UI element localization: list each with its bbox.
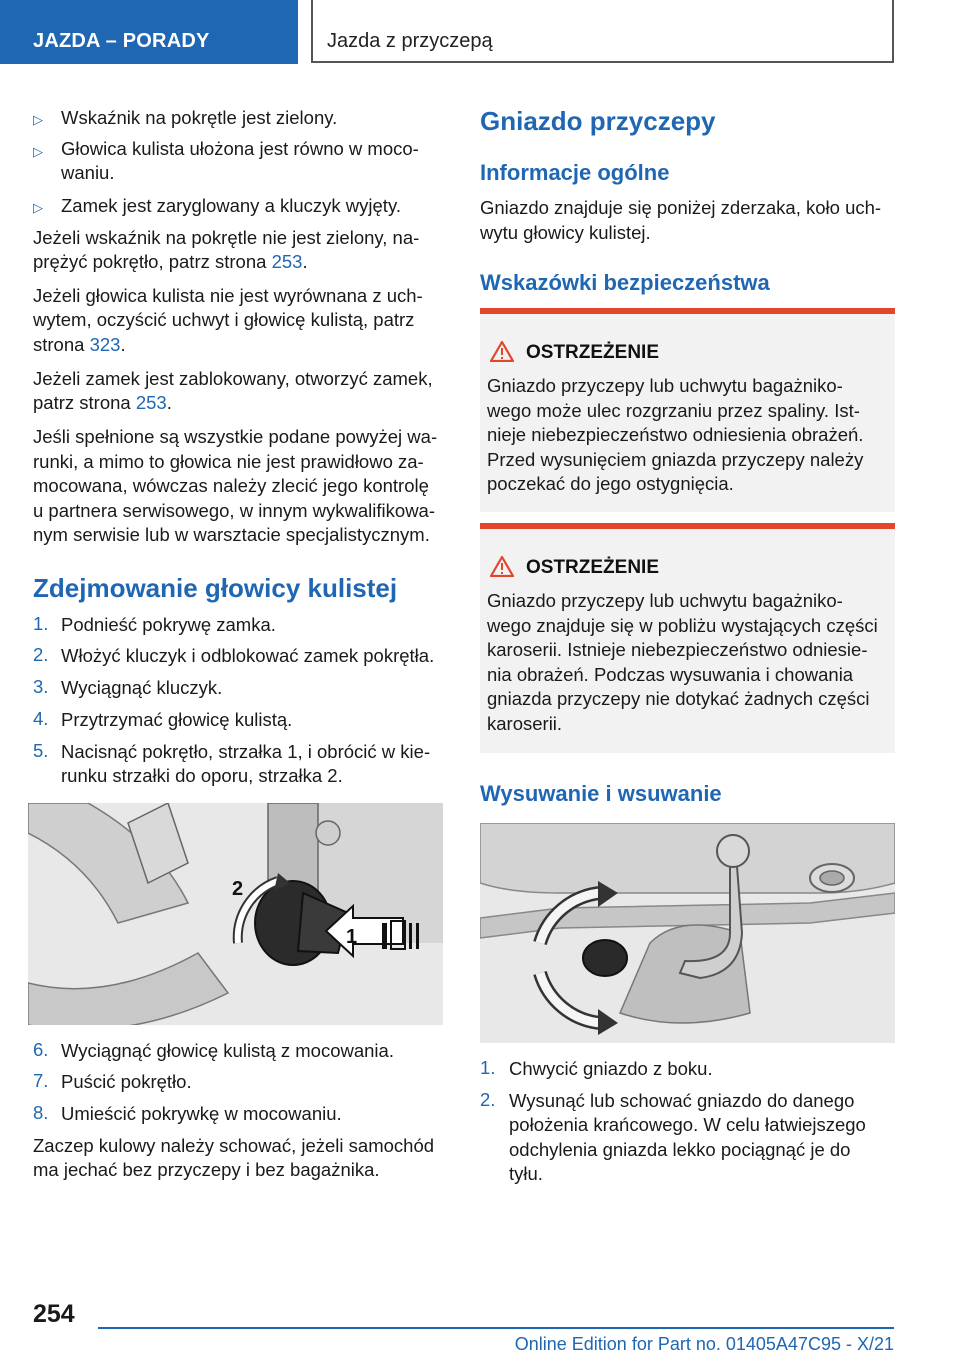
footer-divider: [98, 1327, 894, 1329]
section-title: JAZDA – PORADY: [33, 30, 210, 52]
ball-head-removal-figure: [28, 803, 443, 1025]
step-text: Umieścić pokrywkę w mocowaniu.: [61, 1103, 342, 1124]
step-text: Przytrzymać głowicę kulistą.: [61, 709, 293, 730]
closing-paragraph: Zaczep kulowy należy schować, jeżeli samochód: [33, 1135, 435, 1156]
step-number: 2.: [33, 644, 49, 665]
warning-triangle-icon: [490, 340, 514, 362]
paragraph: wytu głowicy kulistej.: [480, 222, 651, 243]
step-number: 1.: [480, 1057, 496, 1078]
subheading: Informacje ogólne: [480, 160, 670, 185]
trailer-socket-figure: [480, 823, 895, 1043]
page-link[interactable]: 323: [89, 334, 121, 355]
paragraph: nym serwisie lub w warsztacie specjalistycznym.: [33, 524, 430, 545]
paragraph: mocowana, wówczas należy zlecić jego kontrolę: [33, 475, 429, 496]
warning-text: Gniazdo przyczepy lub uchwytu bagażniko- wego może ulec rozgrzaniu przez spaliny. Ist- nieje niebezpieczeństwo odniesienia obrażeń. Przed wysunięciem gniazda przyczepy należy poczekać do jego ostygnięcia.: [487, 375, 864, 494]
check-item: Wskaźnik na pokrętle jest zielony.: [61, 107, 338, 128]
warning-text: Gniazdo przyczepy lub uchwytu bagażniko- wego znajduje się w pobliżu wystających części karoserii. Istnieje niebezpieczeństwo odniesie- nia obrażeń. Podczas wysuwania i chowania gniazda przyczepy nie dotykać żadnych części karoserii.: [487, 590, 878, 734]
page-link[interactable]: 253: [271, 251, 303, 272]
step-number: 8.: [33, 1102, 49, 1123]
step-text: Podnieść pokrywę zamka.: [61, 614, 276, 635]
step-text: Nacisnąć pokrętło, strzałka 1, i obrócić w kie-: [61, 741, 431, 762]
paragraph: strona 323.: [33, 334, 126, 355]
arrow-2-label: 2: [232, 878, 244, 900]
section-heading: Gniazdo przyczepy: [480, 106, 716, 136]
edition-note: Online Edition for Part no. 01405A47C95 - X/21: [514, 1334, 894, 1354]
subheading: Wskazówki bezpieczeństwa: [480, 270, 770, 295]
section-heading: Zdejmowanie głowicy kulistej: [33, 573, 398, 603]
check-item-cont: waniu.: [61, 162, 115, 183]
step-number: 7.: [33, 1070, 49, 1091]
triangle-bullet-icon: ▷: [33, 200, 43, 215]
triangle-bullet-icon: ▷: [33, 112, 43, 127]
step-number: 4.: [33, 708, 49, 729]
chapter-box: [311, 0, 894, 63]
warning-box: [480, 523, 895, 753]
step-number: 5.: [33, 740, 49, 761]
paragraph: Jeśli spełnione są wszystkie podane powyżej wa-: [33, 426, 438, 447]
step-number: 1.: [33, 613, 49, 634]
chapter-title: Jazda z przyczepą: [327, 30, 493, 52]
paragraph: wytem, oczyścić uchwyt i głowicę kulistą, patrz: [33, 309, 415, 330]
step-text-cont: położenia krańcowego. W celu łatwiejszego: [509, 1114, 866, 1135]
paragraph: Jeżeli wskaźnik na pokrętle nie jest zielony, na-: [33, 227, 420, 248]
paragraph: Jeżeli głowica kulista nie jest wyrównana z uch-: [33, 285, 423, 306]
paragraph: Gniazdo znajduje się poniżej zderzaka, koło uch-: [480, 197, 882, 218]
warning-triangle-icon: [490, 555, 514, 577]
paragraph: prężyć pokrętło, patrz strona 253.: [33, 251, 308, 272]
step-number: 3.: [33, 676, 49, 697]
step-text: Wyciągnąć kluczyk.: [61, 677, 223, 698]
warning-box: [480, 308, 895, 512]
subheading: Wysuwanie i wsuwanie: [480, 781, 722, 806]
section-tab: [0, 0, 298, 64]
paragraph: runki, a mimo to głowica nie jest prawidłowo za-: [33, 451, 424, 472]
paragraph: u partnera serwisowego, w innym wykwalifikowa-: [33, 500, 436, 521]
step-text: Puścić pokrętło.: [61, 1071, 192, 1092]
closing-paragraph: ma jechać bez przyczepy i bez bagażnika.: [33, 1159, 380, 1180]
triangle-bullet-icon: ▷: [33, 144, 43, 159]
check-item: Zamek jest zaryglowany a kluczyk wyjęty.: [61, 195, 401, 216]
page-number: 254: [33, 1300, 75, 1328]
paragraph: Jeżeli zamek jest zablokowany, otworzyć zamek,: [33, 368, 433, 389]
step-text: Wysunąć lub schować gniazdo do danego: [509, 1090, 855, 1111]
warning-title: OSTRZEŻENIE: [526, 342, 660, 363]
step-text: Włożyć kluczyk i odblokować zamek pokrętła.: [61, 645, 435, 666]
warning-title: OSTRZEŻENIE: [526, 557, 660, 578]
step-text-cont: runku strzałki do oporu, strzałka 2.: [61, 765, 343, 786]
paragraph: patrz strona 253.: [33, 392, 172, 413]
step-number: 2.: [480, 1089, 496, 1110]
page-link[interactable]: 253: [135, 392, 167, 413]
step-text: Wyciągnąć głowicę kulistą z mocowania.: [61, 1040, 394, 1061]
check-item: Głowica kulista ułożona jest równo w moco-: [61, 138, 419, 159]
step-text-cont: odchylenia gniazda lekko pociągnąć je do: [509, 1139, 851, 1160]
arrow-1-label: 1: [346, 926, 358, 948]
step-text: Chwycić gniazdo z boku.: [509, 1058, 713, 1079]
step-number: 6.: [33, 1039, 49, 1060]
step-text-cont: tyłu.: [509, 1163, 543, 1184]
